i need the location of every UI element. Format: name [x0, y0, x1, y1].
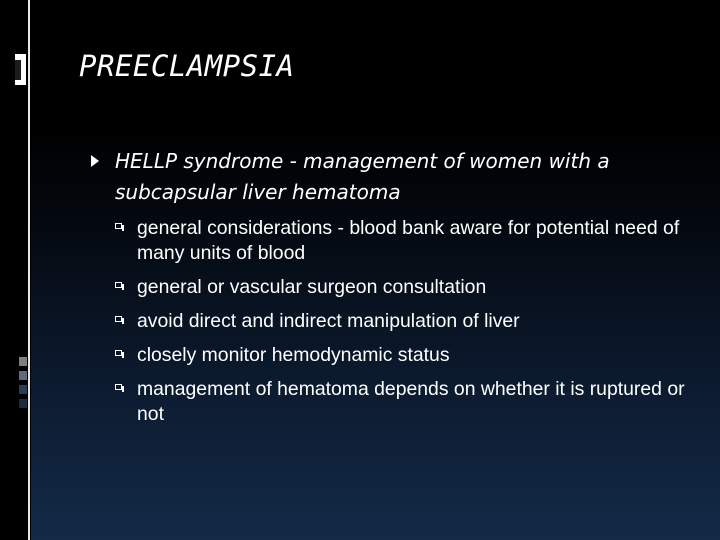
title-accent-inner-block: [15, 60, 21, 80]
triangle-bullet-icon: [91, 155, 99, 167]
decorative-square-4: [19, 399, 27, 408]
sub-bullet-item: [113, 275, 701, 300]
sub-bullet-text: general or vascular surgeon consultation: [137, 276, 487, 298]
slide-content: [91, 146, 701, 436]
decorative-square-3: [19, 385, 27, 394]
square-bullet-icon: [115, 223, 122, 229]
side-accent-line: [28, 0, 30, 540]
sub-bullet-text: general considerations - blood bank aware for potential need of many units of blood: [137, 217, 680, 264]
slide-title: PREECLAMPSIA: [79, 49, 295, 83]
square-bullet-icon: [115, 350, 122, 356]
bullet-level1-text: HELLP syndrome - management of women with a subcapsular liver hematoma: [115, 149, 610, 204]
square-bullet-icon: [115, 282, 122, 288]
square-bullet-icon: [115, 384, 122, 390]
sub-bullet-text: closely monitor hemodynamic status: [137, 344, 450, 366]
sub-bullet-item: [113, 309, 701, 334]
sub-bullet-text: avoid direct and indirect manipulation of liver: [137, 310, 520, 332]
sub-bullet-list: [113, 216, 701, 427]
decorative-square-1: [19, 357, 27, 366]
sub-bullet-text: management of hematoma depends on whether it is ruptured or not: [137, 378, 685, 425]
square-bullet-icon: [115, 316, 122, 322]
bullet-level1: [91, 146, 701, 208]
decorative-square-2: [19, 371, 27, 380]
sub-bullet-item: [113, 377, 701, 427]
sub-bullet-item: [113, 343, 701, 368]
sub-bullet-item: [113, 216, 701, 266]
